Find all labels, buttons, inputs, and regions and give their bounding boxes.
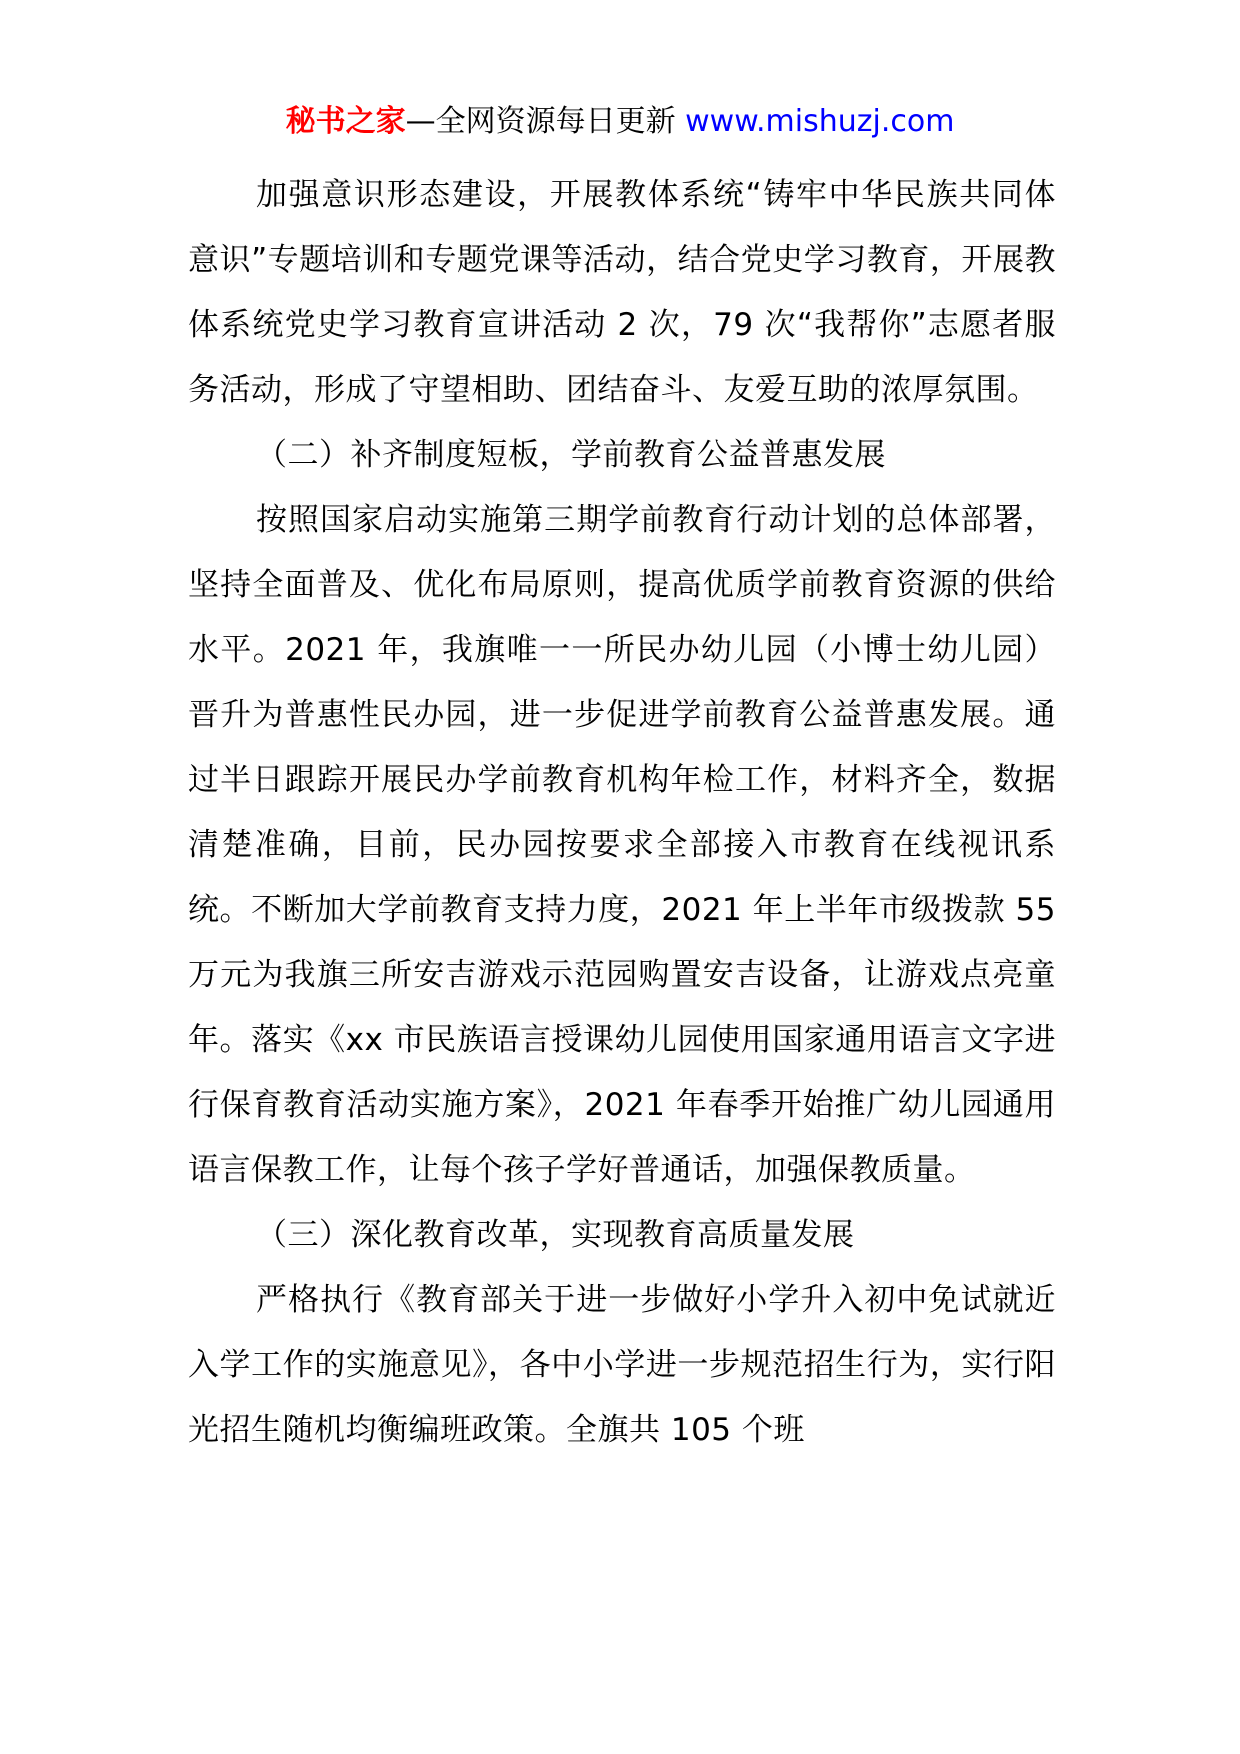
- paragraph-reform: 严格执行《教育部关于进一步做好小学升入初中免试就近入学工作的实施意见》，各中小学进一步规范招生行为，实行阳光招生随机均衡编班政策。全旗共 105 个班: [188, 1282, 1056, 1448]
- section-heading-2: （二）补齐制度短板，学前教育公益普惠发展: [256, 437, 886, 473]
- site-tagline: —全网资源每日更新: [405, 104, 676, 139]
- page-header: [0, 100, 1240, 144]
- paragraph-ideology: 加强意识形态建设，开展教体系统“铸牢中华民族共同体意识”专题培训和专题党课等活动，结合党史学习教育，开展教体系统党史学习教育宣讲活动 2 次，79 次“我帮你”志愿者服务活动，形成了守望相助、团结奋斗、友爱互助的浓厚氛围。: [188, 177, 1056, 408]
- paragraph-preschool: 按照国家启动实施第三期学前教育行动计划的总体部署，坚持全面普及、优化布局原则，提高优质学前教育资源的供给水平。2021 年，我旗唯一一所民办幼儿园（小博士幼儿园）晋升为普惠性民办园，进一步促进学前教育公益普惠发展。通过半日跟踪开展民办学前教育机构年检工作，材料齐全，数据清楚准确，目前，民办园按要求全部接入市教育在线视讯系统。不断加大学前教育支持力度，2021 年上半年市级拨款 55 万元为我旗三所安吉游戏示范园购置安吉设备，让游戏点亮童年。落实《xx 市民族语言授课幼儿园使用国家通用语言文字进行保育教育活动实施方案》，2021 年春季开始推广幼儿园通用语言保教工作，让每个孩子学好普通话，加强保教质量。: [188, 502, 1056, 1188]
- document-body: [188, 163, 1056, 1463]
- section-heading-3: （三）深化教育改革，实现教育高质量发展: [256, 1217, 855, 1253]
- site-url-link[interactable]: www.mishuzj.com: [685, 104, 955, 139]
- site-brand: 秘书之家: [285, 104, 406, 139]
